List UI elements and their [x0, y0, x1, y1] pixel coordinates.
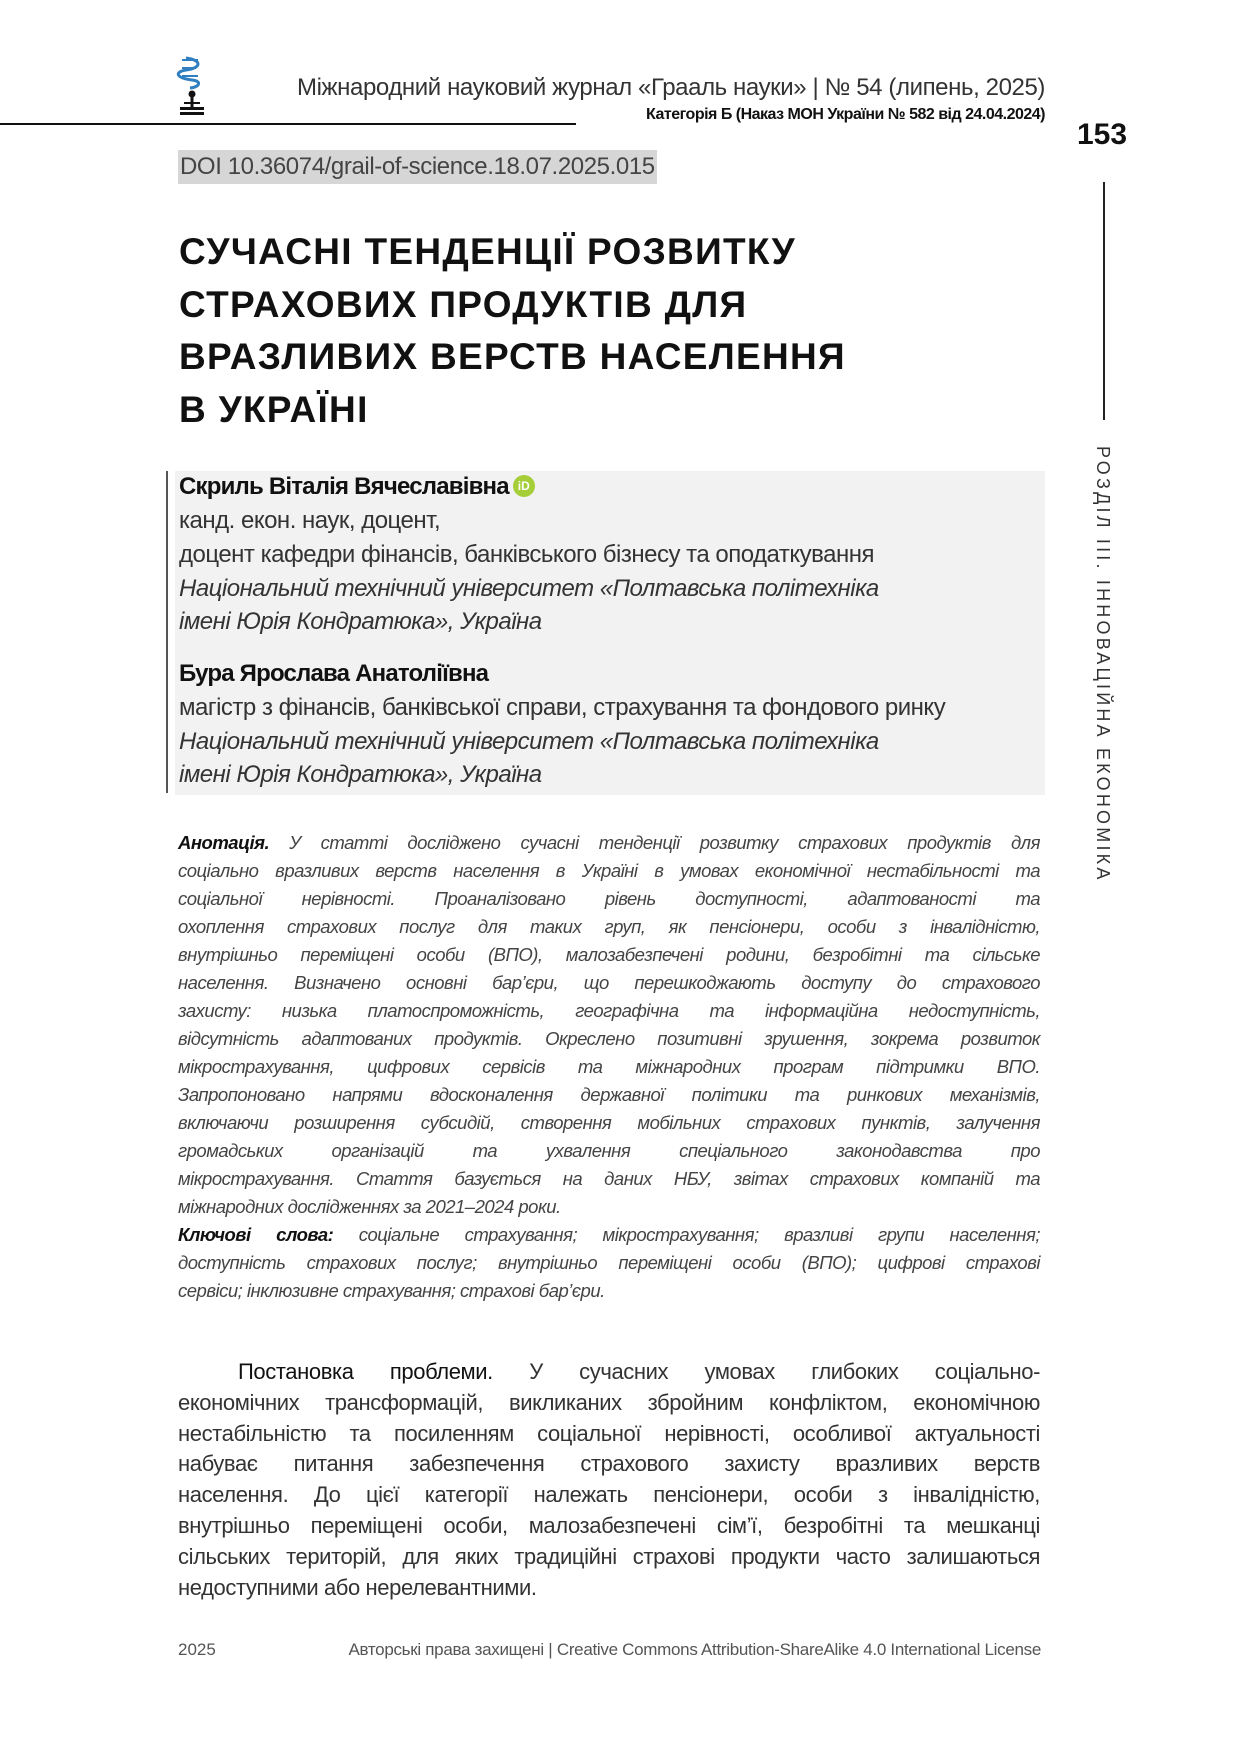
abstract-line [178, 857, 1040, 885]
keywords-line [178, 1249, 1040, 1277]
text-line: мікрострахування, цифрових сервісів та міжнародних програм підтримки ВПО. [178, 1056, 1040, 1077]
section-label: РОЗДІЛ ІІІ. ІННОВАЦІЙНА ЕКОНОМІКА [1093, 446, 1113, 883]
label: Анотація. [178, 832, 270, 853]
abstract-line [178, 1137, 1040, 1165]
text-line: Запропоновано напрями вдосконалення державної політики та ринкових механізмів, [178, 1084, 1040, 1105]
author-1 [179, 473, 535, 501]
abstract-line [178, 885, 1040, 913]
title-line: СУЧАСНІ ТЕНДЕНЦІЇ РОЗВИТКУ [179, 231, 796, 272]
title-line: СТРАХОВИХ ПРОДУКТІВ ДЛЯ [179, 283, 748, 325]
label: Постановка проблеми. [238, 1359, 493, 1384]
text-line: У сучасних умовах глибоких соціально- [529, 1359, 1040, 1384]
page-number: 153 [1077, 118, 1128, 151]
journal-title: Міжнародний науковий журнал «Грааль науки» | № 54 (липень, 2025) [296, 74, 1045, 101]
text-line: соціальне страхування; мікрострахування; вразливі групи населення; [358, 1224, 1040, 1245]
title-line: В УКРАЇНІ [179, 388, 369, 430]
abstract [178, 829, 1040, 1305]
text-line: недоступними або нерелевантними. [178, 1574, 537, 1600]
text-line: громадських організацій та ухвалення спеціального законодавства про [178, 1140, 1040, 1161]
label: Ключові слова: [178, 1224, 334, 1245]
paragraph-line [178, 1511, 1040, 1542]
text-line: сервіси; інклюзивне страхування; страхові бар’єри. [178, 1280, 605, 1301]
abstract-line [178, 1193, 1040, 1221]
author-name: Бура Ярослава Анатоліївна [179, 660, 489, 687]
keywords-line [178, 1277, 1040, 1305]
paragraph-line [178, 1449, 1040, 1480]
abstract-line [178, 1053, 1040, 1081]
text-line: внутрішньо переміщені особи (ВПО), малозабезпечені родини, безробітні та сільське [178, 944, 1040, 965]
author-position: доцент кафедри фінансів, банківського бізнесу та оподаткування [179, 541, 874, 568]
paragraph-line [178, 1480, 1040, 1511]
paragraph-line [178, 1419, 1040, 1450]
article-title [179, 226, 846, 436]
text-line: сільських територій, для яких традиційні страхові продукти часто залишаються [178, 1543, 1040, 1569]
paragraph-line [178, 1542, 1040, 1573]
authors-block [175, 471, 1045, 795]
paragraph-line [178, 1573, 1040, 1604]
author-name: Скриль Віталія Вячеславівна [179, 473, 509, 500]
author-affiliation: імені Юрія Кондратюка», Україна [179, 608, 542, 635]
text-line: населення. До цієї категорії належать пенсіонери, особи з інвалідністю, [178, 1482, 1040, 1508]
text-line: міжнародних дослідженнях за 2021–2024 роки. [178, 1196, 561, 1217]
footer-license[interactable]: Авторські права захищені | Creative Commons Attribution-ShareAlike 4.0 International License [348, 1640, 1041, 1659]
abstract-line [178, 997, 1040, 1025]
abstract-line [178, 913, 1040, 941]
abstract-line [178, 1165, 1040, 1193]
header-divider [0, 123, 576, 125]
text-line: економічних трансформацій, викликаних збройним конфліктом, економічною [178, 1389, 1040, 1415]
paragraph-line [178, 1388, 1040, 1419]
text-line: внутрішньо переміщені особи, малозабезпечені сім’ї, безробітні та мешканці [178, 1512, 1040, 1538]
title-line: ВРАЗЛИВИХ ВЕРСТВ НАСЕЛЕННЯ [179, 336, 846, 377]
text-line: мікрострахування. Стаття базується на даних НБУ, звітах страхових компаній та [178, 1168, 1040, 1189]
abstract-line [178, 1109, 1040, 1137]
journal-logo-icon [172, 54, 212, 116]
author-position: магістр з фінансів, банківської справи, страхування та фондового ринку [179, 694, 946, 721]
text-line: включаючи розширення субсидій, створення мобільних страхових пунктів, залучення [178, 1112, 1040, 1133]
abstract-line [178, 969, 1040, 997]
author-degree: канд. екон. наук, доцент, [179, 507, 441, 534]
text-line: охоплення страхових послуг для таких груп, як пенсіонери, особи з інвалідністю, [178, 916, 1040, 937]
author-affiliation: імені Юрія Кондратюка», Україна [179, 761, 542, 788]
abstract-line [178, 1025, 1040, 1053]
text-line: нестабільністю та посиленням соціальної нерівності, особливої актуальності [178, 1420, 1040, 1446]
author-affiliation: Національний технічний університет «Полтавська політехніка [179, 575, 879, 602]
author-affiliation: Національний технічний університет «Полтавська політехніка [179, 728, 879, 755]
text-line: доступність страхових послуг; внутрішньо переміщені особи (ВПО); цифрові страхові [178, 1252, 1040, 1273]
paragraph-line [178, 1357, 1040, 1388]
problem-statement [178, 1357, 1040, 1603]
text-line: відсутність адаптованих продуктів. Окреслено позитивні зрушення, зокрема розвиток [178, 1028, 1040, 1049]
text-line: соціально вразливих верств населення в Україні в умовах економічної нестабільності та [178, 860, 1040, 881]
text-line: У статті досліджено сучасні тенденції розвитку страхових продуктів для [289, 832, 1040, 853]
orcid-icon[interactable]: iD [513, 475, 535, 497]
abstract-line [178, 829, 1040, 857]
abstract-line [178, 1081, 1040, 1109]
section-divider [1103, 182, 1105, 420]
journal-category: Категорія Б (Наказ МОН України № 582 від 24.04.2024) [646, 106, 1045, 123]
text-line: соціальної нерівності. Проаналізовано рівень доступності, адаптованості та [178, 888, 1040, 909]
abstract-line [178, 941, 1040, 969]
text-line: набуває питання забезпечення страхового захисту вразливих верств [178, 1451, 1040, 1477]
authors-bar [166, 471, 168, 793]
footer-year: 2025 [178, 1640, 216, 1659]
keywords-line [178, 1221, 1040, 1249]
text-line: населення. Визначено основні бар’єри, що перешкоджають доступу до страхового [178, 972, 1040, 993]
doi-link[interactable]: DOI 10.36074/grail-of-science.18.07.2025.015 [178, 150, 657, 184]
text-line: захисту: низька платоспроможність, географічна та інформаційна недоступність, [178, 1000, 1040, 1021]
